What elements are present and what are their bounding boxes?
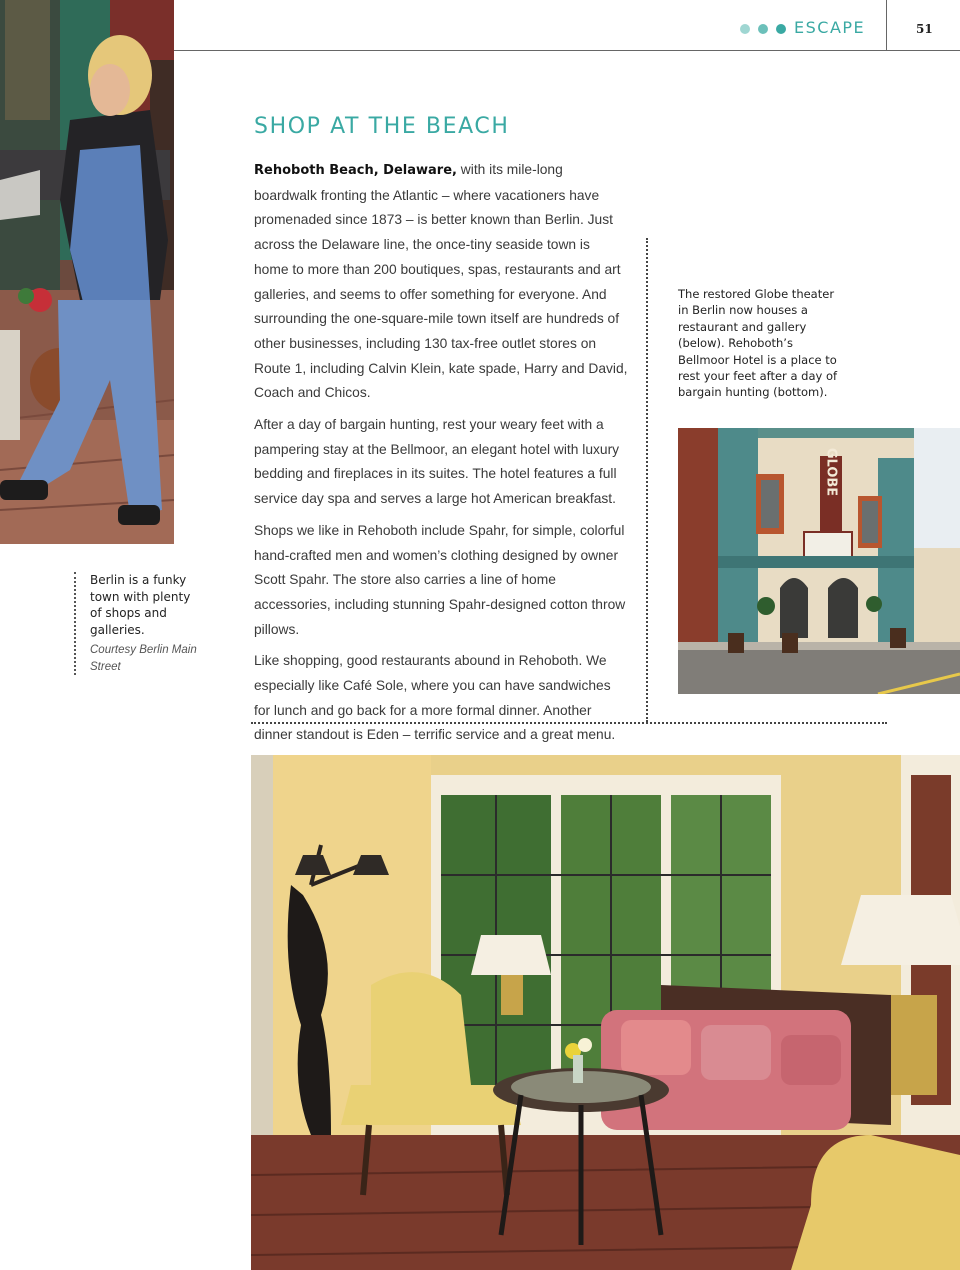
bellmoor-interior-photo bbox=[251, 755, 960, 1270]
berlin-photo-credit: Courtesy Berlin Main Street bbox=[90, 644, 197, 673]
header-rule bbox=[174, 50, 960, 51]
section-dots bbox=[740, 24, 786, 34]
article-paragraph bbox=[254, 158, 628, 406]
berlin-street-photo bbox=[0, 0, 174, 544]
article-body bbox=[254, 158, 628, 755]
article-paragraph: Shops we like in Rehoboth include Spahr, for simple, colorful hand-crafted men and women’s clothing designed by owner Scott Spahr. The store also carries a line of home accessories, including stunning Spahr-designed cotton throw pillows. bbox=[254, 522, 626, 637]
article-headline: SHOP AT THE BEACH bbox=[254, 114, 510, 139]
section-dot bbox=[740, 24, 750, 34]
article-lead: Rehoboth Beach, Delaware, bbox=[254, 163, 457, 178]
article-paragraph: After a day of bargain hunting, rest your weary feet with a pampering stay at the Bellmoor, an elegant hotel with luxury bedding and fireplaces in its suites. The hotel features a full service day spa and serves a large hot American breakfast. bbox=[254, 417, 620, 507]
globe-sign-text: GLOBE bbox=[823, 447, 839, 497]
section-dot bbox=[776, 24, 786, 34]
section-dot bbox=[758, 24, 768, 34]
section-divider bbox=[251, 722, 887, 724]
globe-theater-photo bbox=[678, 428, 960, 694]
article-paragraph-text: with its mile-long boardwalk fronting the Atlantic – where vacationers have promenaded since 1873 – is better known than Berlin. Just across the Delaware line, the once-tiny seaside town is home to more than 200 boutiques, spas, restaurants and art galleries, and seems to offer something for everyone. And surrounding the one-square-mile town itself are hundreds of other businesses, including 130 tax-free outlet stores on Route 1, including Calvin Klein, kate spade, Harry and David, Coach and Chicos. bbox=[254, 162, 628, 401]
column-divider bbox=[646, 238, 648, 722]
page-number: 51 bbox=[916, 22, 933, 36]
berlin-photo-caption bbox=[74, 572, 202, 675]
globe-photo-caption: The restored Globe theater in Berlin now houses a restaurant and gallery (below). Rehoboth’s Bellmoor Hotel is a place to rest your feet after a day of bargain hunting (bottom). bbox=[678, 287, 838, 400]
article-paragraph: Like shopping, good restaurants abound in Rehoboth. We especially like Café Sole, where you can have sandwiches for lunch and go back for a more formal dinner. Another dinner standout is Eden – terrific service and a great menu. bbox=[254, 653, 616, 743]
section-label: ESCAPE bbox=[794, 18, 866, 37]
header-divider bbox=[886, 0, 887, 50]
berlin-caption-text: Berlin is a funky town with plenty of shops and galleries. bbox=[90, 573, 191, 637]
